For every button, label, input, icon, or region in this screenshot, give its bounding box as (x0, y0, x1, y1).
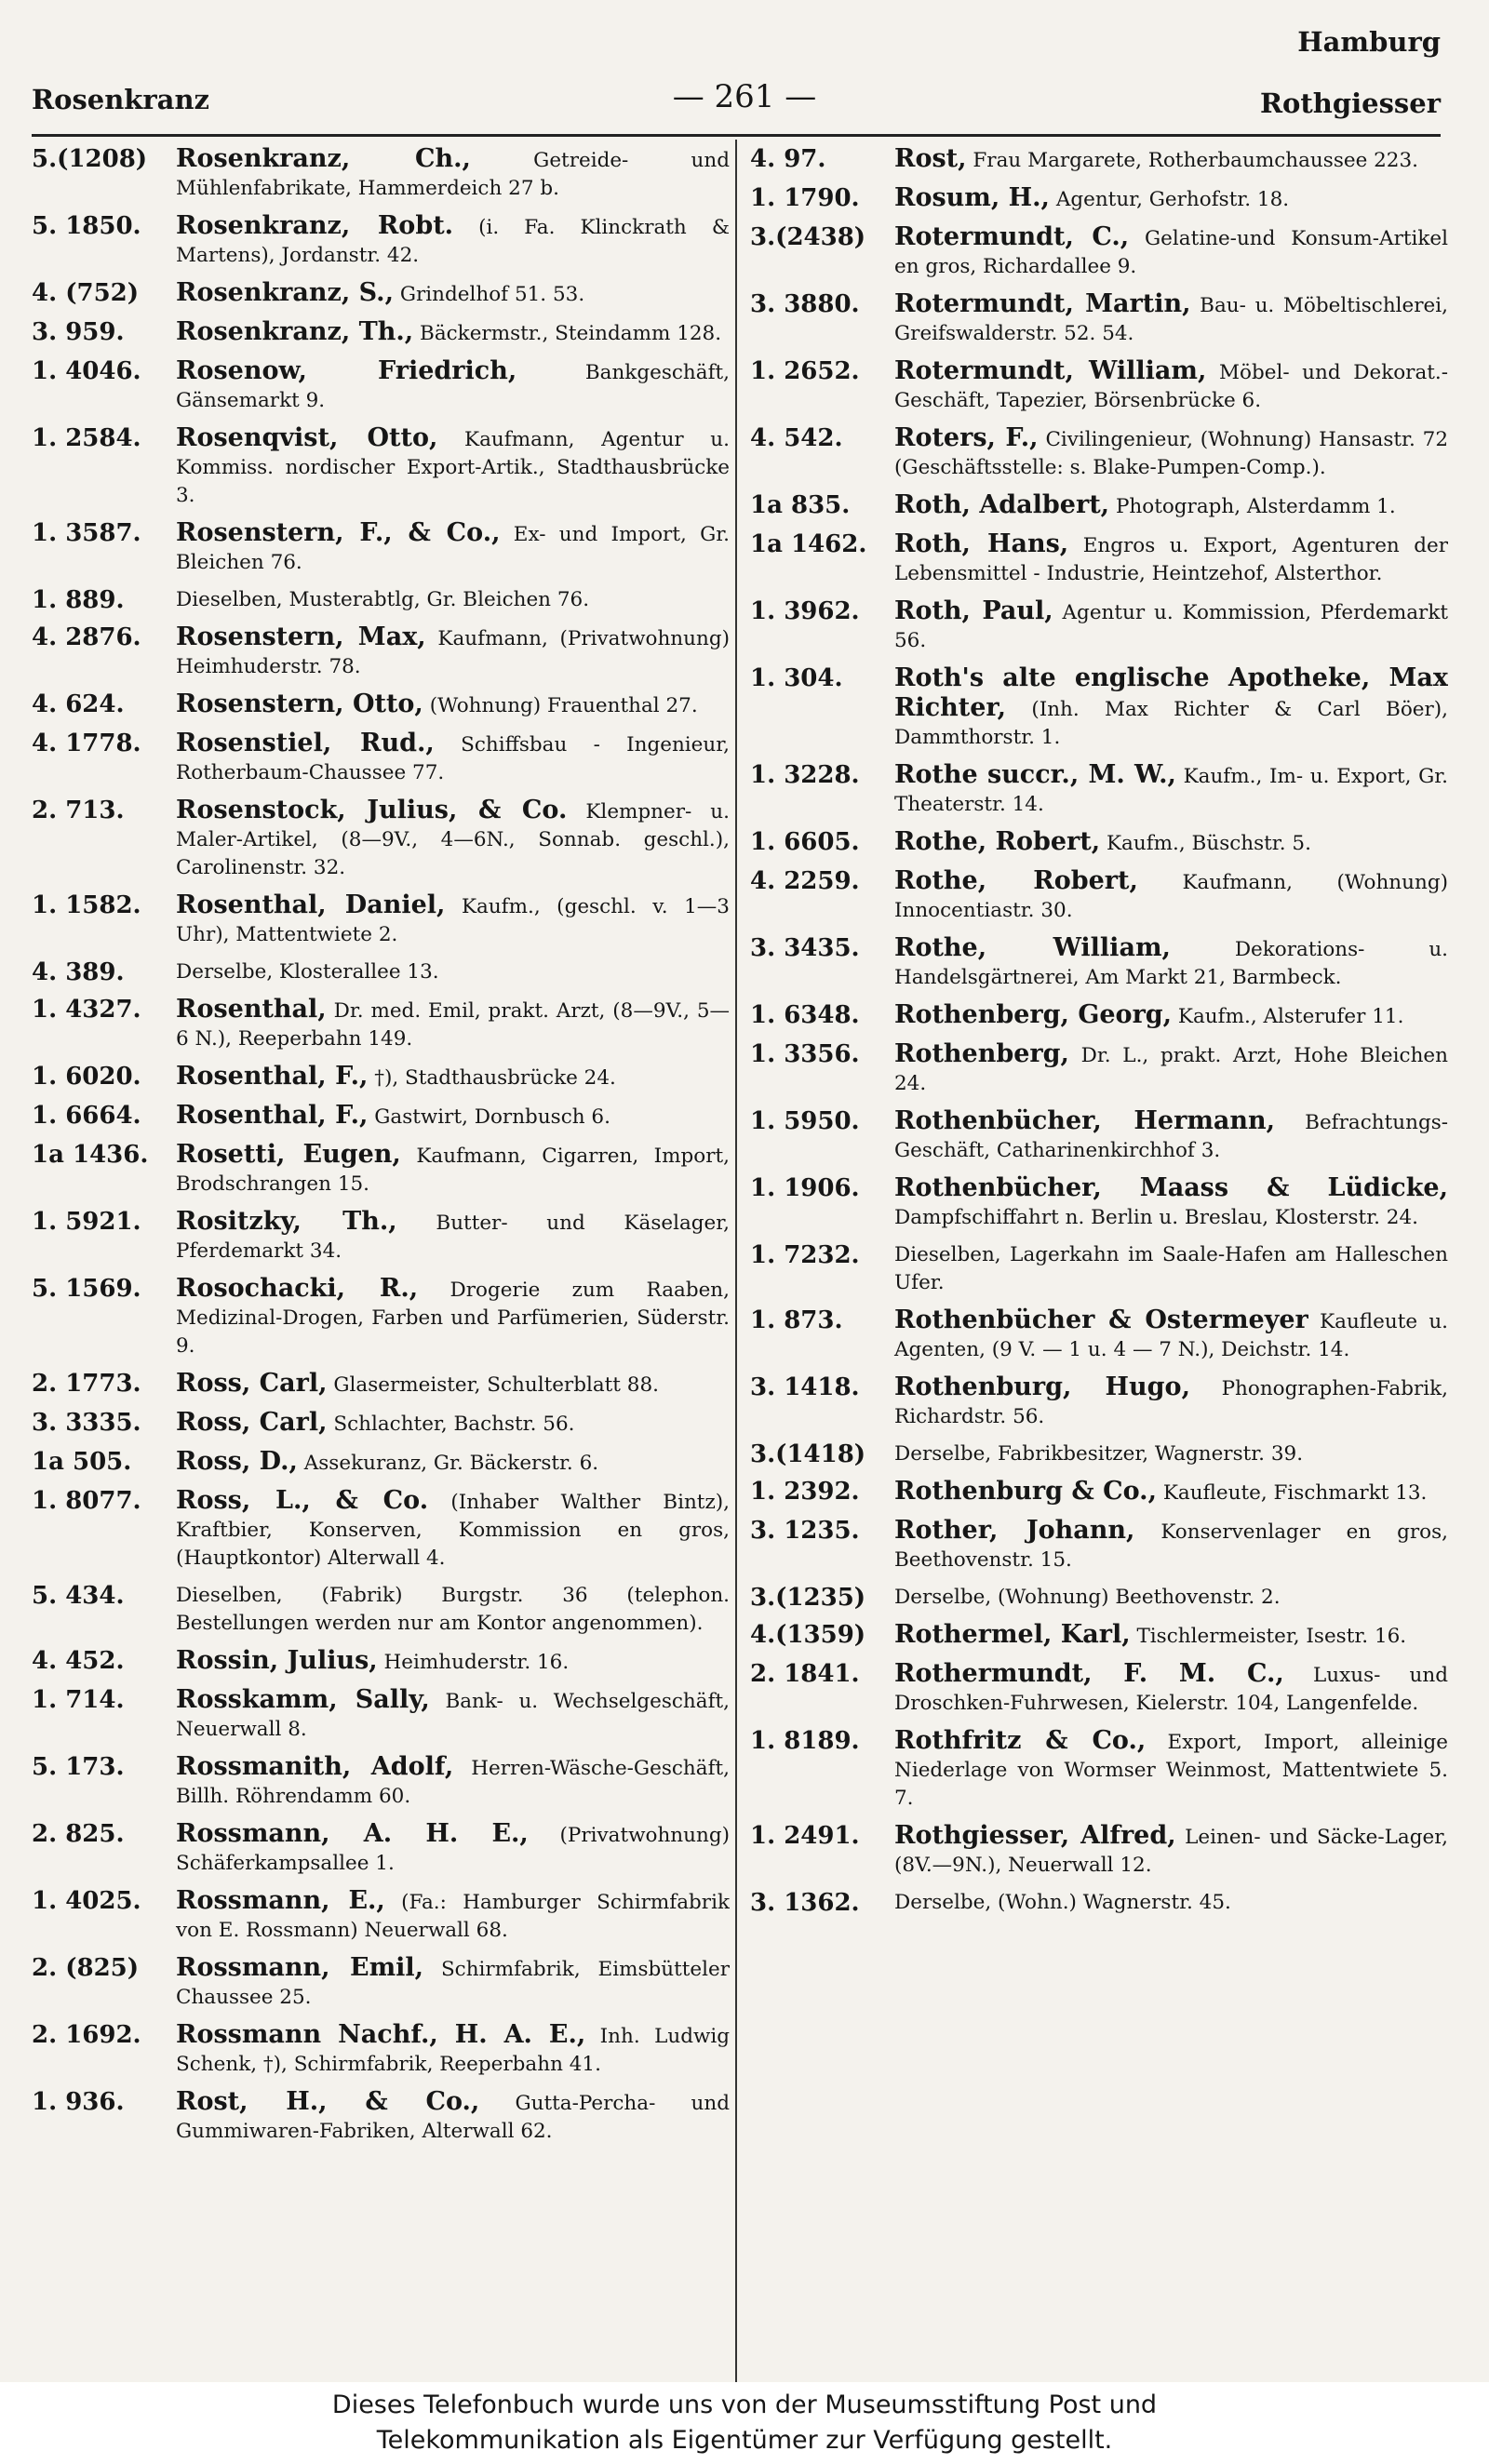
entry-details: Agentur u. Kommission, Pferdemarkt 56. (894, 601, 1448, 652)
directory-entry (750, 357, 1448, 415)
phone-number: 2. 825. (32, 1820, 125, 1848)
directory-entry (32, 1753, 730, 1811)
directory-entry (750, 1822, 1448, 1880)
phone-number: 1. 1790. (750, 184, 860, 212)
phone-number: 3.(2438) (750, 223, 866, 251)
phone-number: 1a 505. (32, 1448, 132, 1476)
directory-entry (32, 1102, 730, 1132)
phone-number: 1. 4025. (32, 1887, 141, 1915)
phone-number: 1. 2584. (32, 424, 141, 452)
entry-details: Drogerie zum Raaben, Medizinal-Drogen, Farben und Parfümerien, Süderstr. 9. (176, 1279, 730, 1358)
directory-entry (750, 664, 1448, 752)
directory-entry (32, 1409, 730, 1439)
directory-entry (32, 1820, 730, 1878)
directory-entry (750, 1621, 1448, 1651)
phone-number: 3. 959. (32, 318, 125, 346)
directory-entry (32, 1370, 730, 1399)
entry-details: (Wohnung) Frauenthal 27. (429, 694, 698, 717)
phone-number: 3. 1235. (750, 1517, 860, 1545)
phone-number: 1. 1582. (32, 891, 141, 919)
subscriber-name: Rosum, H., (894, 183, 1050, 212)
subscriber-name: Rosenqvist, Otto, (176, 423, 438, 452)
phone-number: 3. 3435. (750, 934, 860, 962)
directory-entry (32, 1887, 730, 1945)
phone-number: 5. 434. (32, 1582, 125, 1610)
directory-entry (750, 1517, 1448, 1574)
phone-number: 1. 8189. (750, 1727, 860, 1755)
directory-entry (750, 1001, 1448, 1031)
entry-details: Schiffsbau - Ingenieur, Rotherbaum-Chaussee 77. (176, 733, 730, 784)
phone-number: 1. 4327. (32, 996, 141, 1024)
entry-details: Agentur, Gerhofstr. 18. (1055, 188, 1290, 211)
directory-entry (750, 491, 1448, 521)
phone-number: 2. 1773. (32, 1370, 141, 1398)
directory-entry (32, 586, 730, 614)
city-heading: Hamburg (1297, 26, 1441, 58)
directory-entry (32, 797, 730, 882)
directory-entry (32, 1686, 730, 1744)
entry-details: Phonographen-Fabrik, Richardstr. 56. (894, 1377, 1448, 1428)
directory-entry (750, 934, 1448, 992)
directory-entry (32, 519, 730, 577)
entry-details: Dr. L., prakt. Arzt, Hohe Bleichen 24. (894, 1044, 1448, 1095)
subscriber-name: Rost, H., & Co., (176, 2087, 480, 2116)
entry-details: Ex- und Import, Gr. Bleichen 76. (176, 523, 730, 574)
phone-number: 4. 452. (32, 1647, 125, 1675)
entry-details: Kaufm., Büschstr. 5. (1106, 832, 1311, 855)
phone-number: 1. 936. (32, 2088, 125, 2116)
subscriber-name: Ross, Carl, (176, 1369, 328, 1398)
directory-entry (750, 424, 1448, 482)
entry-details: Civilingenieur, (Wohnung) Hansastr. 72 (Geschäftsstelle: s. Blake-Pumpen-Comp.). (894, 428, 1448, 479)
subscriber-name: Rosenthal, F., (176, 1101, 369, 1130)
directory-entry (750, 1107, 1448, 1165)
subscriber-name: Rosenstern, F., & Co., (176, 518, 501, 547)
header-rule (32, 134, 1441, 137)
footer-line-1: Dieses Telefonbuch wurde uns von der Museumsstiftung Post und (331, 2390, 1158, 2419)
subscriber-name: Rothenberg, Georg, (894, 1000, 1173, 1029)
directory-entry (750, 1440, 1448, 1468)
entry-details: Klempner- u. Maler-Artikel, (8—9V., 4—6N., Sonnab. geschl.), Carolinenstr. 32. (176, 800, 730, 879)
phone-number: 3.(1418) (750, 1440, 866, 1468)
entry-details: Bäckermstr., Steindamm 128. (420, 322, 722, 345)
directory-entry (32, 1141, 730, 1199)
phone-number: 1. 2392. (750, 1478, 860, 1506)
subscriber-name: Roters, F., (894, 423, 1039, 452)
entry-details: Konservenlager en gros, Beethovenstr. 15. (894, 1520, 1448, 1572)
phone-number: 1. 3962. (750, 597, 860, 625)
entry-details: Kaufmann, (Wohnung) Innocentiastr. 30. (894, 871, 1448, 922)
subscriber-name: Rossmanith, Adolf, (176, 1752, 454, 1781)
phone-number: 1a 1436. (32, 1141, 149, 1169)
phone-number: 1. 889. (32, 586, 125, 614)
entry-details: Engros u. Export, Agenturen der Lebensmittel - Industrie, Heintzehof, Alsterthor. (894, 534, 1448, 585)
subscriber-name: Rothe, William, (894, 933, 1171, 962)
subscriber-name: Rosenthal, (176, 995, 327, 1024)
directory-entry (750, 184, 1448, 214)
phone-number: 1. 5921. (32, 1208, 141, 1236)
entry-details: Derselbe, (Wohn.) Wagnerstr. 45. (894, 1891, 1231, 1914)
entry-details: Kaufm., Alsterufer 11. (1177, 1005, 1404, 1028)
phone-number: 3. 3335. (32, 1409, 141, 1437)
entry-details: Kaufleute u. Agenten, (9 V. — 1 u. 4 — 7 N.), Deichstr. 14. (894, 1310, 1448, 1361)
entry-details: Herren-Wäsche-Geschäft, Billh. Röhrendamm 60. (176, 1757, 730, 1808)
phone-number: 5. 1569. (32, 1275, 141, 1303)
subscriber-name: Ross, D., (176, 1447, 298, 1476)
entry-details: Derselbe, (Wohnung) Beethovenstr. 2. (894, 1586, 1281, 1609)
subscriber-name: Rosenkranz, Robt. (176, 211, 454, 240)
entry-details: Befrachtungs-Geschäft, Catharinenkirchhof 3. (894, 1111, 1448, 1162)
right-column (750, 145, 1448, 2378)
phone-number: 2. 1692. (32, 2021, 141, 2049)
subscriber-name: Ross, Carl, (176, 1408, 328, 1437)
directory-entry (750, 1174, 1448, 1232)
entry-details: Dr. med. Emil, prakt. Arzt, (8—9V., 5—6 N.), Reeperbahn 149. (176, 999, 730, 1051)
subscriber-name: Rotermundt, Martin, (894, 289, 1191, 318)
directory-entry (32, 1582, 730, 1638)
entry-details: (Fa.: Hamburger Schirmfabrik von E. Rossmann) Neuerwall 68. (176, 1891, 730, 1942)
directory-entry (32, 212, 730, 270)
entry-details: (Privatwohnung) Schäferkampsallee 1. (176, 1824, 730, 1875)
subscriber-name: Rosenthal, F., (176, 1062, 369, 1091)
subscriber-name: Rosenow, Friedrich, (176, 356, 517, 385)
directory-entry (32, 1208, 730, 1265)
phone-number: 1. 7232. (750, 1241, 860, 1269)
page-number: — 261 — (672, 78, 817, 115)
phone-number: 1. 6348. (750, 1001, 860, 1029)
phone-number: 5.(1208) (32, 145, 148, 173)
subscriber-name: Roth, Adalbert, (894, 490, 1110, 519)
phone-number: 4. 97. (750, 145, 826, 173)
directory-entry (32, 1448, 730, 1478)
directory-entry (32, 2088, 730, 2146)
directory-entry (750, 1660, 1448, 1718)
phone-number: 3. 3880. (750, 290, 860, 318)
phone-number: 1a 1462. (750, 530, 867, 558)
subscriber-name: Rosenstiel, Rud., (176, 729, 435, 757)
phone-number: 3.(1235) (750, 1584, 866, 1612)
subscriber-name: Rothe, Robert, (894, 827, 1101, 856)
phone-number: 2. 713. (32, 797, 125, 824)
subscriber-name: Rothfritz & Co., (894, 1726, 1147, 1755)
entry-details: Leinen- und Säcke-Lager, (8V.—9N.), Neuerwall 12. (894, 1826, 1448, 1877)
entry-details: Derselbe, Fabrikbesitzer, Wagnerstr. 39. (894, 1442, 1304, 1466)
entry-details: Kaufmann, Cigarren, Import, Brodschrangen 15. (176, 1145, 730, 1196)
directory-entry (32, 1487, 730, 1573)
subscriber-name: Rothenbücher, Maass & Lüdicke, (894, 1173, 1448, 1202)
phone-number: 1. 3356. (750, 1040, 860, 1068)
subscriber-name: Rother, Johann, (894, 1516, 1135, 1545)
entry-details: Gastwirt, Dornbusch 6. (374, 1105, 610, 1129)
subscriber-name: Rossmann, Emil, (176, 1953, 424, 1982)
entry-details: Luxus- und Droschken-Fuhrwesen, Kielerstr. 104, Langenfelde. (894, 1664, 1448, 1715)
phone-number: 2. (825) (32, 1954, 140, 1982)
subscriber-name: Roth's alte englische Apotheke, Max Richter, (894, 663, 1448, 722)
entry-details: Photograph, Alsterdamm 1. (1115, 495, 1396, 518)
subscriber-name: Rothenbücher, Hermann, (894, 1106, 1276, 1135)
phone-number: 1. 873. (750, 1306, 843, 1334)
subscriber-name: Rost, (894, 145, 967, 173)
directory-entry (750, 145, 1448, 175)
entry-details: Grindelhof 51. 53. (399, 283, 585, 306)
directory-entry (32, 958, 730, 986)
phone-number: 5. 173. (32, 1753, 125, 1781)
directory-entry (750, 828, 1448, 858)
phone-number: 3. 1362. (750, 1889, 860, 1917)
directory-entry (750, 530, 1448, 588)
first-entry-catchword: Rosenkranz (32, 84, 210, 115)
subscriber-name: Rosochacki, R., (176, 1274, 419, 1303)
column-divider (735, 140, 737, 2382)
directory-entry (32, 2021, 730, 2079)
directory-entry (750, 597, 1448, 655)
entry-details: Dieselben, (Fabrik) Burgstr. 36 (telephon. Bestellungen werden nur am Kontor angenommen). (176, 1584, 730, 1635)
directory-entry (750, 1478, 1448, 1507)
phone-number: 1. 6664. (32, 1102, 141, 1130)
phone-number: 1a 835. (750, 491, 851, 519)
directory-entry (750, 1584, 1448, 1612)
phone-number: 1. 3587. (32, 519, 141, 547)
directory-entry (32, 357, 730, 415)
phone-number: 4. (752) (32, 279, 140, 307)
subscriber-name: Roth, Hans, (894, 529, 1069, 558)
subscriber-name: Rossmann, A. H. E., (176, 1819, 529, 1848)
entry-details: (i. Fa. Klinckrath & Martens), Jordanstr. 42. (176, 216, 730, 267)
directory-entry (750, 1306, 1448, 1364)
entry-details: Export, Import, alleinige Niederlage von Wormser Weinmost, Mattentwiete 5. 7. (894, 1731, 1448, 1810)
directory-entry (32, 690, 730, 720)
subscriber-name: Rosenkranz, Ch., (176, 145, 471, 173)
entry-details: Dekorations- u. Handelsgärtnerei, Am Markt 21, Barmbeck. (894, 938, 1448, 989)
entry-details: Dieselben, Musterabtlg, Gr. Bleichen 76. (176, 588, 590, 611)
entry-details: Gutta-Percha- und Gummiwaren-Fabriken, Alterwall 62. (176, 2092, 730, 2143)
phone-number: 1. 6605. (750, 828, 860, 856)
subscriber-name: Rosenthal, Daniel, (176, 891, 446, 919)
subscriber-name: Ross, L., & Co. (176, 1486, 429, 1515)
subscriber-name: Rosenstern, Otto, (176, 690, 423, 718)
subscriber-name: Rossin, Julius, (176, 1646, 378, 1675)
phone-number: 1. 714. (32, 1686, 125, 1714)
entry-details: Kaufm., Im- u. Export, Gr. Theaterstr. 14. (894, 765, 1448, 816)
phone-number: 3. 1418. (750, 1373, 860, 1401)
entry-details: Dampfschiffahrt n. Berlin u. Breslau, Klosterstr. 24. (894, 1206, 1418, 1229)
directory-entry (32, 424, 730, 510)
directory-entry (750, 223, 1448, 281)
entry-details: Tischlermeister, Isestr. 16. (1136, 1625, 1407, 1648)
ownership-footer (0, 2382, 1489, 2464)
subscriber-name: Rossmann, E., (176, 1886, 385, 1915)
subscriber-name: Rothgiesser, Alfred, (894, 1821, 1176, 1850)
directory-entry (750, 1889, 1448, 1917)
phone-number: 4.(1359) (750, 1621, 866, 1649)
phone-number: 5. 1850. (32, 212, 141, 240)
entry-details: Schlachter, Bachstr. 56. (333, 1413, 575, 1436)
subscriber-name: Rothe succr., M. W., (894, 760, 1176, 789)
footer-line-2: Telekommunikation als Eigentümer zur Verfügung gestellt. (376, 2426, 1113, 2455)
directory-entry (32, 730, 730, 787)
subscriber-name: Rothe, Robert, (894, 866, 1138, 895)
directory-entry (750, 867, 1448, 925)
subscriber-name: Rosetti, Eugen, (176, 1140, 401, 1169)
directory-entry (750, 290, 1448, 348)
subscriber-name: Rossmann Nachf., H. A. E., (176, 2020, 586, 2049)
phone-number: 1. 4046. (32, 357, 141, 385)
entry-details: Möbel- und Dekorat.-Geschäft, Tapezier, Börsenbrücke 6. (894, 361, 1448, 412)
subscriber-name: Rotermundt, C., (894, 222, 1130, 251)
directory-entry (32, 1063, 730, 1092)
entry-details: Kaufmann, (Privatwohnung) Heimhuderstr. 78. (176, 627, 730, 678)
subscriber-name: Rosenstock, Julius, & Co. (176, 796, 568, 824)
subscriber-name: Rosenkranz, Th., (176, 317, 414, 346)
phone-number: 1. 5950. (750, 1107, 860, 1135)
directory-entry (750, 1727, 1448, 1813)
entry-details: Bankgeschäft, Gänsemarkt 9. (176, 361, 730, 412)
subscriber-name: Rothenberg, (894, 1039, 1069, 1068)
entry-details: Derselbe, Klosterallee 13. (176, 960, 439, 984)
phone-number: 4. 389. (32, 958, 125, 986)
entry-details: Butter- und Käselager, Pferdemarkt 34. (176, 1212, 730, 1263)
directory-entry (750, 1040, 1448, 1098)
entry-details: (Inh. Max Richter & Carl Böer), Dammthorstr. 1. (894, 698, 1448, 749)
entry-details: Assekuranz, Gr. Bäckerstr. 6. (303, 1452, 599, 1475)
entry-details: (Inhaber Walther Bintz), Kraftbier, Konserven, Kommission en gros, (Hauptkontor) Alterwall 4. (176, 1491, 730, 1570)
entry-details: Getreide- und Mühlenfabrikate, Hammerdeich 27 b. (176, 149, 730, 200)
phone-number: 1. 3228. (750, 761, 860, 789)
phone-number: 4. 2876. (32, 623, 141, 651)
phone-number: 1. 2652. (750, 357, 860, 385)
phone-number: 2. 1841. (750, 1660, 860, 1688)
directory-entry (750, 1373, 1448, 1431)
directory-entry (32, 145, 730, 203)
left-column (32, 145, 730, 2378)
entry-details: Inh. Ludwig Schenk, †), Schirmfabrik, Reeperbahn 41. (176, 2025, 730, 2076)
subscriber-name: Rosenstern, Max, (176, 623, 426, 651)
phone-number: 4. 624. (32, 690, 125, 718)
subscriber-name: Rothenbücher & Ostermeyer (894, 1306, 1308, 1334)
phone-number: 4. 2259. (750, 867, 860, 895)
directory-entry (32, 279, 730, 309)
directory-entry (750, 761, 1448, 819)
directory-entry (32, 1647, 730, 1677)
entry-details: †), Stadthausbrücke 24. (374, 1066, 616, 1090)
subscriber-name: Rosenkranz, S., (176, 278, 394, 307)
phone-number: 1. 2491. (750, 1822, 860, 1850)
subscriber-name: Rosskamm, Sally, (176, 1685, 430, 1714)
entry-details: Kaufmann, Agentur u. Kommiss. nordischer Export-Artik., Stadthausbrücke 3. (176, 428, 730, 507)
entry-details: Bank- u. Wechselgeschäft, Neuerwall 8. (176, 1690, 730, 1741)
entry-details: Kaufm., (geschl. v. 1—3 Uhr), Mattentwiete 2. (176, 895, 730, 946)
phone-number: 1. 304. (750, 664, 843, 692)
directory-entry (32, 1275, 730, 1360)
subscriber-name: Rothenburg, Hugo, (894, 1373, 1190, 1401)
directory-entry (32, 318, 730, 348)
subscriber-name: Rositzky, Th., (176, 1207, 397, 1236)
subscriber-name: Rotermundt, William, (894, 356, 1207, 385)
subscriber-name: Rothenburg & Co., (894, 1477, 1157, 1506)
entry-details: Schirmfabrik, Eimsbütteler Chaussee 25. (176, 1958, 730, 2009)
directory-entry (32, 996, 730, 1053)
directory-entry (32, 623, 730, 681)
phone-number: 1. 6020. (32, 1063, 141, 1091)
subscriber-name: Roth, Paul, (894, 596, 1053, 625)
subscriber-name: Rothermundt, F. M. C., (894, 1659, 1284, 1688)
directory-entry (32, 891, 730, 949)
phone-number: 4. 542. (750, 424, 843, 452)
entry-details: Kaufleute, Fischmarkt 13. (1162, 1481, 1428, 1505)
phone-number: 4. 1778. (32, 730, 141, 757)
subscriber-name: Rothermel, Karl, (894, 1620, 1131, 1649)
entry-details: Bau- u. Möbeltischlerei, Greifswalderstr. 52. 54. (894, 294, 1448, 345)
directory-entry (750, 1241, 1448, 1297)
last-entry-catchword: Rothgiesser (1259, 87, 1441, 119)
entry-details: Frau Margarete, Rotherbaumchaussee 223. (973, 149, 1419, 172)
entry-details: Dieselben, Lagerkahn im Saale-Hafen am Halleschen Ufer. (894, 1243, 1448, 1294)
phone-number: 1. 8077. (32, 1487, 141, 1515)
phone-number: 1. 1906. (750, 1174, 860, 1202)
entry-details: Glasermeister, Schulterblatt 88. (333, 1373, 659, 1397)
directory-entry (32, 1954, 730, 2012)
entry-details: Gelatine-und Konsum-Artikel en gros, Richardallee 9. (894, 227, 1448, 278)
entry-details: Heimhuderstr. 16. (383, 1651, 570, 1674)
